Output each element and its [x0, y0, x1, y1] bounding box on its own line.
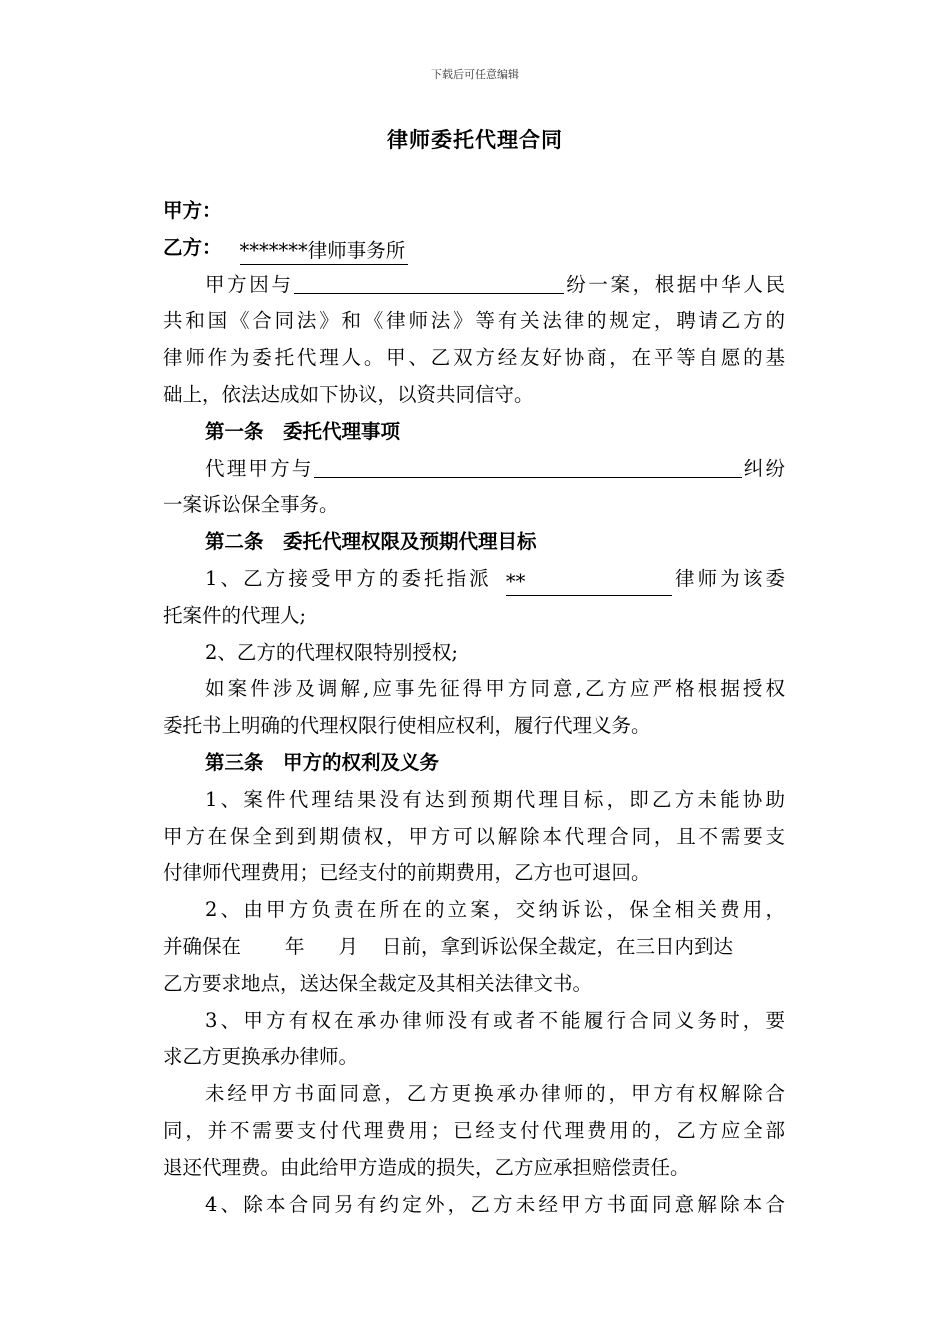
article-2-line-3: 2、乙方的代理权限特别授权;: [205, 640, 458, 664]
preamble-text: 纷一案，根据中华人民: [563, 272, 785, 296]
article-1-line-1: [163, 451, 785, 488]
article-3-p1-line-2: 甲方在保全到到期债权，甲方可以解除本代理合同，且不需要支: [163, 824, 785, 848]
article-3-p4-line-3: 退还代理费。由此给甲方造成的损失，乙方应承担赔偿责任。: [163, 1155, 690, 1179]
article-3-heading: 第三条 甲方的权利及义务: [205, 750, 440, 774]
article-2-line-2: 托案件的代理人;: [163, 603, 307, 627]
blank-underline: [314, 451, 742, 478]
party-a-label: 甲方：: [163, 199, 222, 222]
article-3-p1-line-1: 1、案件代理结果没有达到预期代理目标，即乙方未能协助: [205, 787, 785, 811]
article-text: 代理甲方与: [205, 456, 314, 480]
header-note: 下载后可任意编辑: [431, 68, 519, 81]
article-1-heading: 第一条 委托代理事项: [205, 419, 401, 443]
article-2-line-1: [163, 561, 785, 598]
article-text: 律师为该委: [671, 566, 785, 590]
preamble-line-2: 共和国《合同法》和《律师法》等有关法律的规定，聘请乙方的: [163, 309, 785, 333]
article-3-p4-line-1: 未经甲方书面同意，乙方更换承办律师的，甲方有权解除合: [205, 1082, 785, 1106]
party-b-value: *******律师事务所: [240, 238, 408, 265]
article-text: 1、乙方接受甲方的委托指派: [205, 566, 492, 590]
preamble-line-4: 础上，依法达成如下协议，以资共同信守。: [163, 382, 534, 406]
year-label: 年: [285, 934, 305, 958]
article-3-p3-line-1: 3、甲方有权在承办律师没有或者不能履行合同义务时，要: [205, 1008, 785, 1032]
article-2-heading: 第二条 委托代理权限及预期代理目标: [205, 530, 537, 554]
article-2-line-4: 如案件涉及调解,应事先征得甲方同意,乙方应严格根据授权: [205, 677, 785, 701]
preamble-line-3: 律师作为委托代理人。甲、乙双方经友好协商，在平等自愿的基: [163, 346, 785, 370]
article-text: 并确保在: [163, 934, 242, 958]
lawyer-name-field: **: [506, 569, 672, 596]
preamble-line-1: [163, 267, 785, 304]
article-text: 纠纷: [741, 456, 785, 480]
party-b-line: [163, 230, 785, 267]
article-1-line-2: 一案诉讼保全事务。: [163, 493, 339, 517]
article-text: 日前，拿到诉讼保全裁定，在三日内到达: [382, 934, 734, 958]
article-3-p2-line-1: 2、由甲方负责在所在的立案，交纳诉讼，保全相关费用，: [205, 898, 785, 922]
article-3-p1-line-3: 付律师代理费用；已经支付的前期费用，乙方也可退回。: [163, 861, 651, 885]
article-3-p2-line-3: 乙方要求地点，送达保全裁定及其相关法律文书。: [163, 971, 593, 995]
party-a-line: [163, 193, 785, 230]
article-3-p4-line-2: 同，并不需要支付代理费用；已经支付代理费用的，乙方应全部: [163, 1118, 785, 1142]
month-label: 月: [338, 934, 359, 958]
article-3-p5-line-1: 4、除本合同另有约定外，乙方未经甲方书面同意解除本合: [205, 1192, 785, 1216]
preamble-text: 甲方因与: [205, 272, 294, 296]
document-body: [163, 193, 785, 1223]
article-3-p2-line-2: [163, 929, 785, 966]
document-title: 律师委托代理合同: [387, 127, 563, 152]
party-b-label: 乙方：: [163, 235, 222, 259]
article-3-p3-line-2: 求乙方更换承办律师。: [163, 1045, 359, 1069]
article-2-line-5: 委托书上明确的代理权限行使相应权利，履行代理义务。: [163, 714, 651, 738]
blank-underline: [294, 267, 564, 294]
